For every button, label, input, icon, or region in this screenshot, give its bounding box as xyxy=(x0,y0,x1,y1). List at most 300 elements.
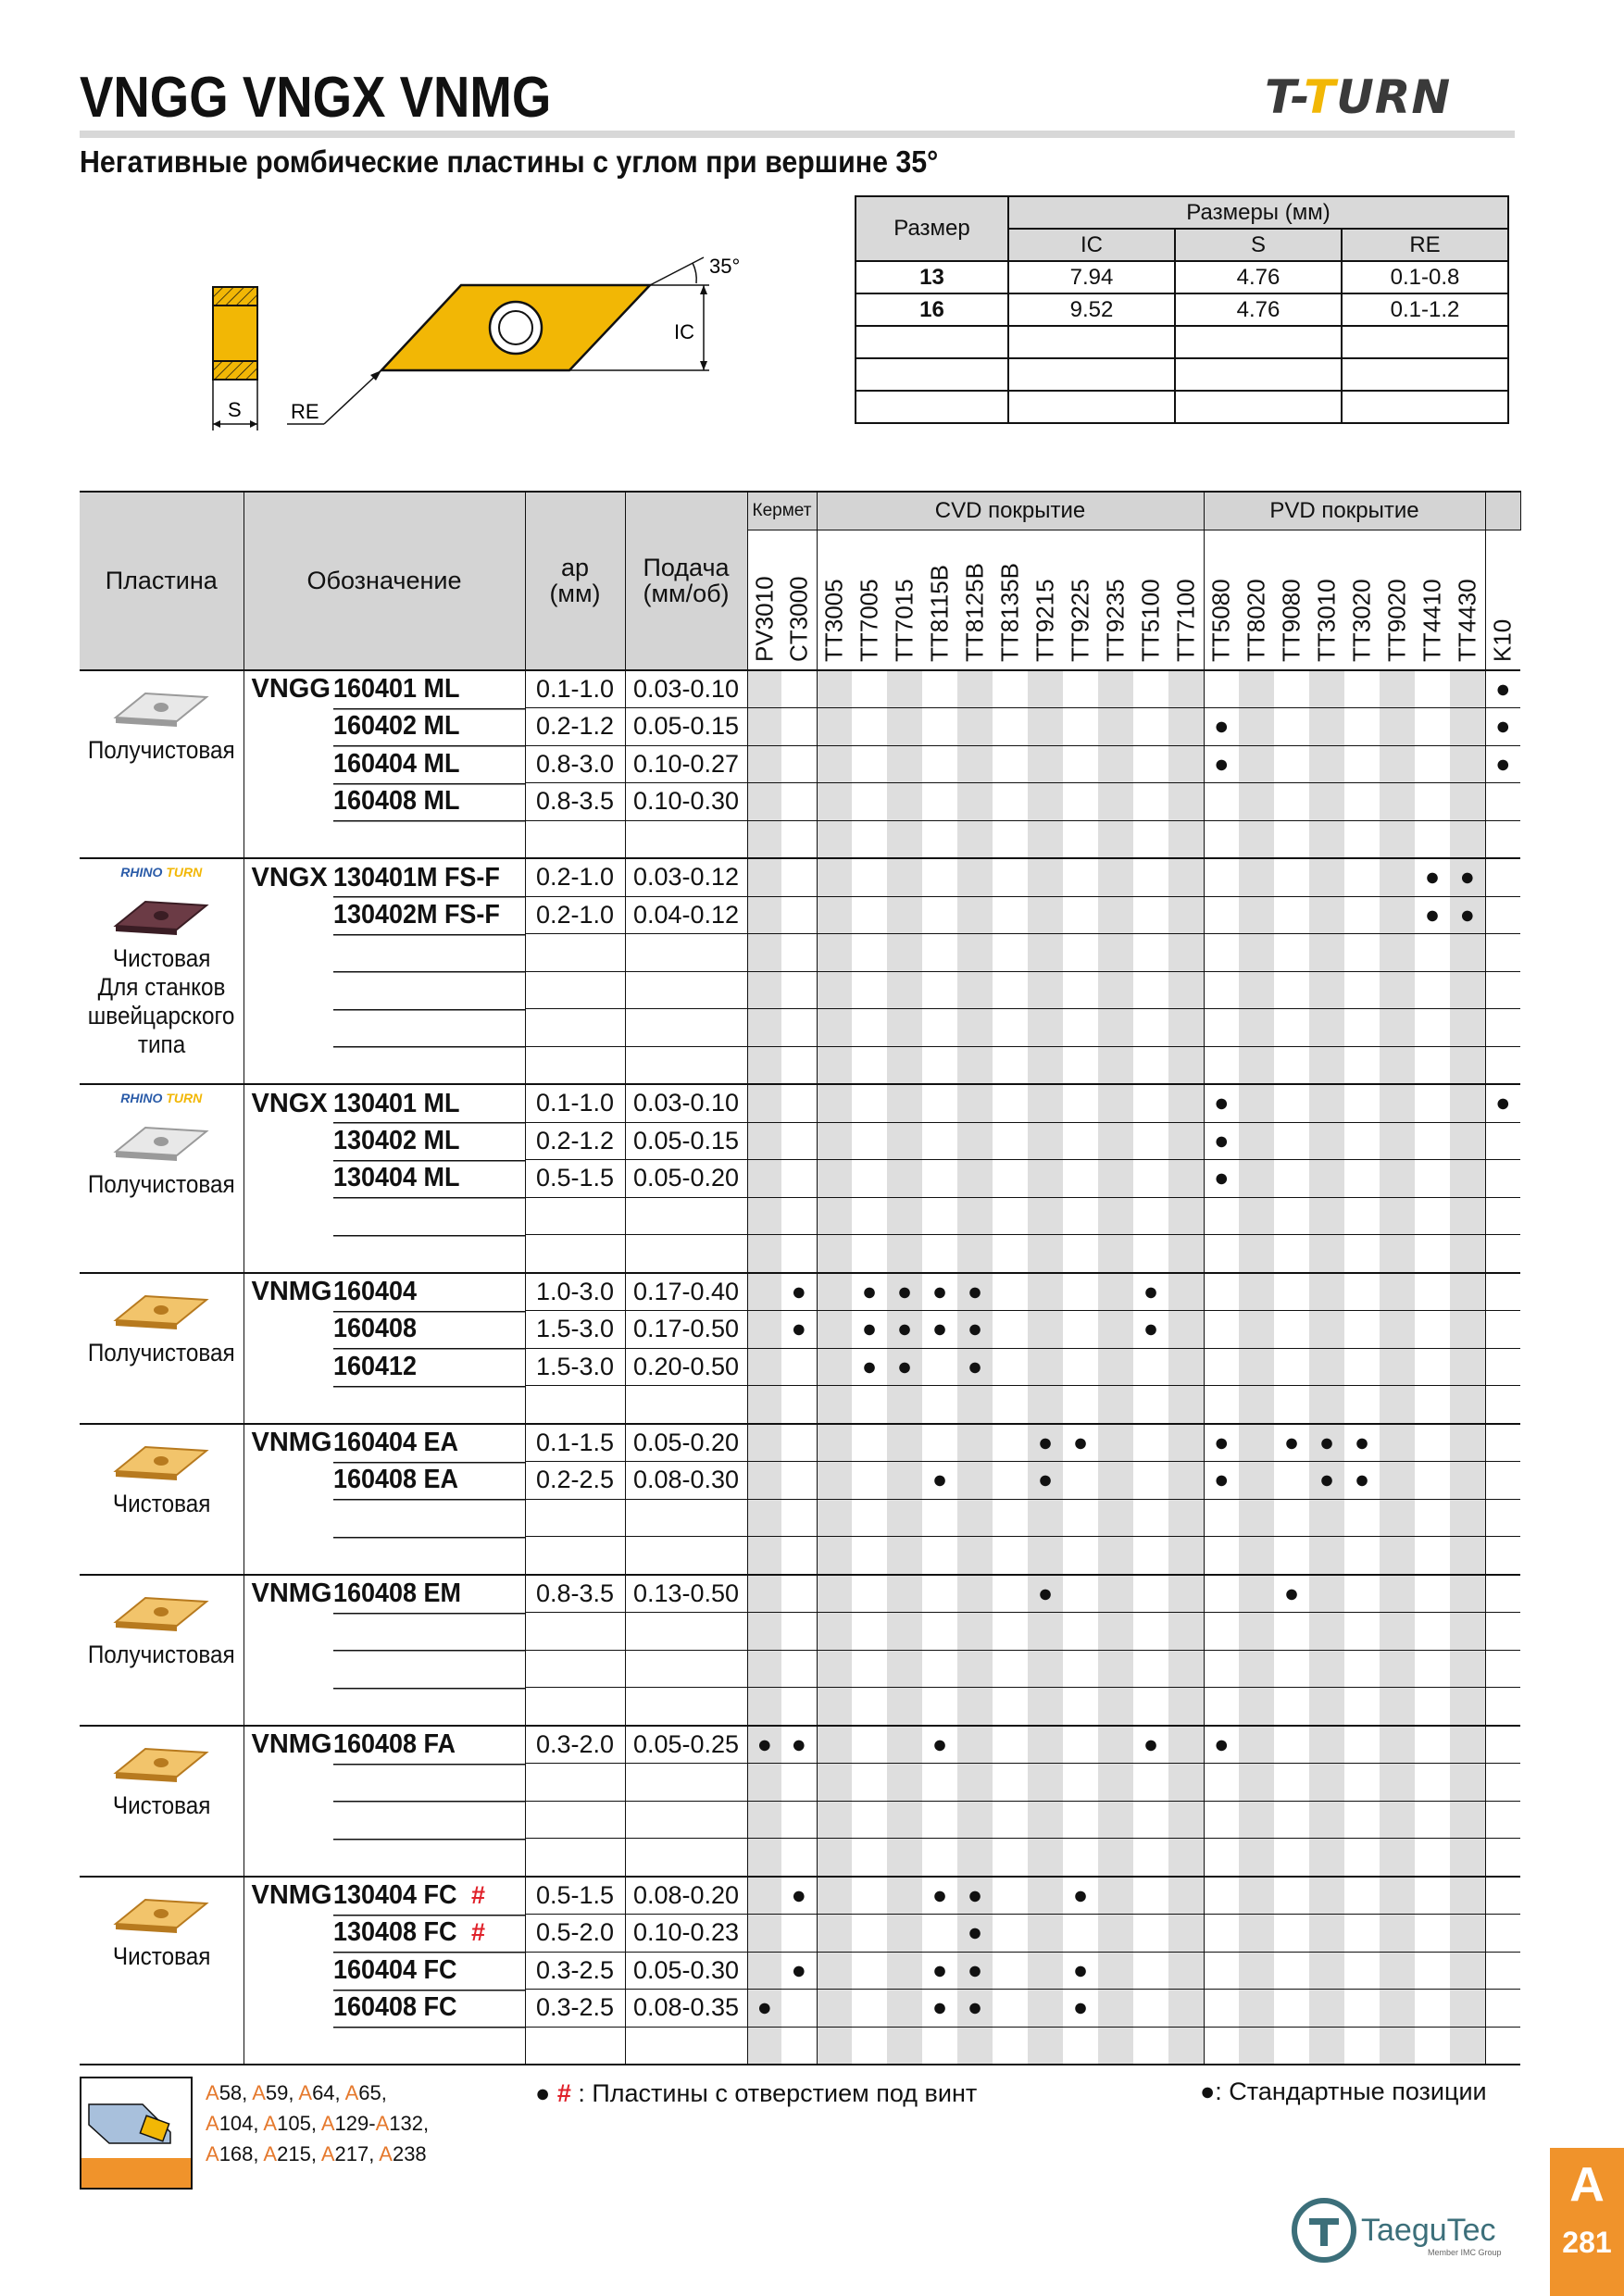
dimension-cell xyxy=(1008,326,1175,358)
reference-prefix[interactable]: A xyxy=(375,2112,390,2135)
grade-cell xyxy=(781,1839,817,1877)
reference-page[interactable]: 64 xyxy=(312,2081,335,2104)
grade-cell xyxy=(1415,1764,1450,1802)
grade-cell xyxy=(1063,1009,1098,1047)
grade-cell xyxy=(852,1650,887,1688)
grade-cell xyxy=(957,1009,993,1047)
grade-cell xyxy=(1415,745,1450,783)
grade-cell xyxy=(1344,783,1380,821)
designation-cell xyxy=(244,820,525,858)
grade-cell xyxy=(1450,1764,1485,1802)
grade-cell xyxy=(993,1764,1028,1802)
grade-cell xyxy=(1098,783,1133,821)
grade-cell xyxy=(1133,2027,1168,2065)
designation-cell xyxy=(244,1990,525,2028)
grade-cell xyxy=(781,858,817,896)
series-label: VNMG xyxy=(251,1428,332,1457)
ap-cell: 0.5-2.0 xyxy=(525,1915,625,1953)
grade-cell xyxy=(1415,1801,1450,1839)
availability-dot: ● xyxy=(1072,1428,1089,1456)
grade-cell xyxy=(1168,1311,1204,1349)
grade-cell xyxy=(747,820,781,858)
grade-cell xyxy=(887,1273,922,1311)
designation-cell xyxy=(244,1877,525,1915)
grade-cell xyxy=(1028,1462,1063,1500)
grade-cell xyxy=(1063,2027,1098,2065)
grade-cell xyxy=(922,2027,957,2065)
grade-cell xyxy=(887,1462,922,1500)
grade-cell xyxy=(1415,1726,1450,1764)
grade-cell xyxy=(1028,1197,1063,1235)
insert-cell xyxy=(80,1273,244,1424)
grade-cell xyxy=(1344,1839,1380,1877)
reference-prefix[interactable]: A xyxy=(320,2142,335,2165)
reference-page[interactable]: 104 xyxy=(219,2112,254,2135)
grade-cell xyxy=(1239,820,1274,858)
grade-header-tt3020 xyxy=(1344,530,1380,670)
grade-cell xyxy=(1274,1311,1309,1349)
ap-cell: 0.2-1.0 xyxy=(525,858,625,896)
grade-cell xyxy=(1063,1726,1098,1764)
grade-cell xyxy=(852,1462,887,1500)
grade-cell xyxy=(1028,1952,1063,1990)
grade-cell xyxy=(1309,670,1344,708)
insert-geometry-diagram xyxy=(185,241,741,444)
reference-page[interactable]: 59 xyxy=(265,2081,289,2104)
reference-prefix[interactable]: A xyxy=(263,2112,278,2135)
insert-cell xyxy=(80,858,244,1084)
designation-cell xyxy=(244,1311,525,1349)
grade-cell xyxy=(1204,745,1239,783)
grade-cell xyxy=(1168,858,1204,896)
grade-cell xyxy=(1309,783,1344,821)
grade-cell xyxy=(1133,783,1168,821)
grade-cell xyxy=(1028,783,1063,821)
dimension-cell xyxy=(1175,391,1342,423)
feed-cell: 0.05-0.25 xyxy=(625,1726,747,1764)
grade-cell xyxy=(817,1386,852,1424)
designation-code: 160408 EM xyxy=(332,1578,461,1608)
designation-cell xyxy=(244,2027,525,2065)
grade-cell xyxy=(852,1160,887,1198)
designation-cell xyxy=(244,1197,525,1235)
grade-cell xyxy=(781,1235,817,1273)
grade-cell xyxy=(1063,1122,1098,1160)
ap-cell xyxy=(525,1537,625,1575)
grade-cell xyxy=(1063,820,1098,858)
grade-cell xyxy=(1485,1499,1520,1537)
grade-cell xyxy=(1344,2027,1380,2065)
designation-cell xyxy=(244,1122,525,1160)
table-row xyxy=(80,971,1520,1009)
standard-items-note: ●: Стандартные позиции xyxy=(1200,2078,1487,2105)
grade-cell xyxy=(781,1197,817,1235)
insert-cell xyxy=(80,1877,244,2065)
dimension-cell xyxy=(1342,358,1508,391)
grade-cell xyxy=(993,934,1028,972)
grade-cell xyxy=(817,1046,852,1084)
grade-cell xyxy=(1415,1046,1450,1084)
grade-label: TT7005 xyxy=(855,578,883,662)
grade-cell xyxy=(1028,1046,1063,1084)
grade-cell xyxy=(747,896,781,934)
grade-cell xyxy=(747,1235,781,1273)
ap-cell: 0.3-2.0 xyxy=(525,1726,625,1764)
grade-cell xyxy=(817,1311,852,1349)
availability-dot: ● xyxy=(1214,1466,1230,1494)
reference-prefix[interactable]: A xyxy=(206,2081,219,2104)
grade-cell xyxy=(1344,1801,1380,1839)
grade-cell xyxy=(1485,1575,1520,1613)
grade-cell xyxy=(887,1613,922,1651)
dimension-cell: 4.76 xyxy=(1175,293,1342,326)
grade-label: PV3010 xyxy=(750,575,779,662)
grade-cell xyxy=(852,820,887,858)
grade-cell xyxy=(1239,1764,1274,1802)
turning-application-icon xyxy=(80,2077,193,2190)
table-row xyxy=(80,1424,1520,1462)
grade-cell xyxy=(817,1197,852,1235)
grade-cell xyxy=(852,1764,887,1802)
grade-cell xyxy=(1204,1424,1239,1462)
grade-cell xyxy=(1063,1650,1098,1688)
grade-label: TT9020 xyxy=(1382,578,1411,662)
grade-cell xyxy=(1098,1235,1133,1273)
grade-cell xyxy=(852,934,887,972)
reference-prefix[interactable]: A xyxy=(320,2112,335,2135)
grade-cell xyxy=(852,1235,887,1273)
reference-prefix[interactable]: A xyxy=(206,2142,219,2165)
availability-dot: ● xyxy=(931,1880,948,1909)
grade-cell xyxy=(1239,1348,1274,1386)
reference-line: A58, A59, A64, A65, xyxy=(206,2081,387,2104)
grade-cell xyxy=(1204,1877,1239,1915)
grade-cell xyxy=(887,1311,922,1349)
grade-header-tt9225 xyxy=(1063,530,1098,670)
grade-cell xyxy=(1485,1197,1520,1235)
grade-cell xyxy=(1133,1877,1168,1915)
grade-cell xyxy=(1239,1877,1274,1915)
grade-cell xyxy=(1204,1084,1239,1122)
grade-cell xyxy=(1133,1197,1168,1235)
series-label: VNGG xyxy=(251,674,331,704)
grade-cell xyxy=(1485,745,1520,783)
grade-cell xyxy=(1168,1197,1204,1235)
grade-cell xyxy=(817,1839,852,1877)
grade-cell xyxy=(1168,1839,1204,1877)
availability-dot: ● xyxy=(1214,1428,1230,1456)
grade-cell xyxy=(1485,1801,1520,1839)
grade-cell xyxy=(1063,1839,1098,1877)
grade-cell xyxy=(747,670,781,708)
grade-cell xyxy=(817,1726,852,1764)
grade-cell xyxy=(922,1613,957,1651)
grade-cell xyxy=(887,1990,922,2028)
grade-cell xyxy=(1133,1575,1168,1613)
grade-cell xyxy=(957,1952,993,1990)
availability-dot: ● xyxy=(861,1352,878,1380)
grade-label: K10 xyxy=(1488,618,1517,662)
designation-cell xyxy=(244,670,525,708)
grade-cell xyxy=(1239,971,1274,1009)
grade-cell xyxy=(852,1273,887,1311)
grade-cell xyxy=(993,1424,1028,1462)
grade-cell xyxy=(781,670,817,708)
grade-cell xyxy=(887,1160,922,1198)
feed-cell: 0.05-0.20 xyxy=(625,1160,747,1198)
grade-cell xyxy=(922,1537,957,1575)
grade-cell xyxy=(1344,708,1380,746)
dimension-cell xyxy=(1342,326,1508,358)
grade-cell xyxy=(1415,1613,1450,1651)
insert-photo-icon xyxy=(110,1589,212,1635)
grade-cell xyxy=(781,1990,817,2028)
grade-cell xyxy=(1239,1386,1274,1424)
grade-cell xyxy=(1168,1499,1204,1537)
reference-prefix[interactable]: A xyxy=(344,2081,359,2104)
grade-cell xyxy=(781,1084,817,1122)
grade-cell xyxy=(957,1650,993,1688)
grade-cell xyxy=(1098,1990,1133,2028)
grade-cell xyxy=(1485,1839,1520,1877)
grade-cell xyxy=(1168,1273,1204,1311)
grade-cell xyxy=(1309,1537,1344,1575)
grade-cell xyxy=(1380,858,1415,896)
grade-cell xyxy=(1239,1122,1274,1160)
grade-label: TT9225 xyxy=(1066,578,1094,662)
designation-cell xyxy=(244,1726,525,1764)
feed-cell: 0.03-0.10 xyxy=(625,670,747,708)
grade-cell xyxy=(817,1915,852,1953)
grade-cell xyxy=(1204,1273,1239,1311)
designation-header-text: Обозначение xyxy=(306,567,462,595)
grade-cell xyxy=(957,670,993,708)
grade-cell xyxy=(1028,1122,1063,1160)
dimension-row xyxy=(856,261,1508,293)
grade-cell xyxy=(781,708,817,746)
grade-cell xyxy=(1380,1424,1415,1462)
grade-cell xyxy=(1485,1650,1520,1688)
dim-col-header: IC xyxy=(1008,229,1175,261)
designation-code: 160412 xyxy=(332,1351,417,1381)
grade-cell xyxy=(1380,1160,1415,1198)
grade-cell xyxy=(957,1537,993,1575)
grade-cell xyxy=(1485,1877,1520,1915)
reference-page[interactable]: 215 xyxy=(277,2142,311,2165)
reference-page[interactable]: 132, xyxy=(389,2112,430,2135)
reference-prefix[interactable]: A xyxy=(206,2112,219,2135)
grade-cell xyxy=(1239,1462,1274,1500)
designation-cell xyxy=(244,1537,525,1575)
grade-cell xyxy=(993,1311,1028,1349)
grade-cell xyxy=(1028,858,1063,896)
grade-cell xyxy=(1028,1348,1063,1386)
grade-cell xyxy=(1204,1462,1239,1500)
grade-cell xyxy=(781,783,817,821)
grade-cell xyxy=(817,1764,852,1802)
availability-dot: ● xyxy=(791,1277,806,1305)
grade-cell xyxy=(1028,745,1063,783)
availability-dot: ● xyxy=(1318,1428,1335,1456)
grade-cell xyxy=(1344,1537,1380,1575)
grade-header-tt8020 xyxy=(1239,530,1274,670)
dimension-row xyxy=(856,391,1508,423)
grade-cell xyxy=(922,1575,957,1613)
ap-cell: 0.1-1.0 xyxy=(525,670,625,708)
insert-photo-icon xyxy=(110,892,212,939)
grade-cell xyxy=(1098,1499,1133,1537)
grade-cell xyxy=(957,1462,993,1500)
grade-cell xyxy=(1239,1990,1274,2028)
grade-cell xyxy=(1344,1235,1380,1273)
grade-header-tt9020 xyxy=(1380,530,1415,670)
feed-cell: 0.10-0.30 xyxy=(625,783,747,821)
grade-cell xyxy=(922,1915,957,1953)
grade-cell xyxy=(922,1726,957,1764)
table-row xyxy=(80,708,1520,746)
operation-label: Для станков xyxy=(97,973,226,1001)
grade-cell xyxy=(817,1424,852,1462)
grade-cell xyxy=(1309,1952,1344,1990)
grade-cell xyxy=(1028,1386,1063,1424)
availability-dot: ● xyxy=(896,1315,913,1343)
grade-cell xyxy=(957,1990,993,2028)
grade-cell xyxy=(1028,1877,1063,1915)
designation-cell xyxy=(244,1915,525,1953)
reference-prefix[interactable]: A xyxy=(298,2081,313,2104)
grade-cell xyxy=(747,1424,781,1462)
table-row xyxy=(80,1688,1520,1726)
ap-cell xyxy=(525,1801,625,1839)
grade-cell xyxy=(1239,1197,1274,1235)
grade-cell xyxy=(1415,1084,1450,1122)
grade-cell xyxy=(852,1537,887,1575)
designation-cell xyxy=(244,1499,525,1537)
ap-cell: 0.5-1.5 xyxy=(525,1160,625,1198)
grade-cell xyxy=(1133,1839,1168,1877)
grade-cell xyxy=(1168,2027,1204,2065)
reference-page[interactable]: 65, xyxy=(358,2081,387,2104)
table-row xyxy=(80,783,1520,821)
ap-cell: 0.8-3.5 xyxy=(525,783,625,821)
rhombus-insert-icon xyxy=(287,257,709,424)
reference-prefix[interactable]: A xyxy=(263,2142,278,2165)
grade-cell xyxy=(1098,1613,1133,1651)
grade-cell xyxy=(1450,1990,1485,2028)
reference-prefix[interactable]: A xyxy=(252,2081,266,2104)
grade-cell xyxy=(1168,1726,1204,1764)
grade-cell xyxy=(993,1499,1028,1537)
grade-cell xyxy=(1133,934,1168,972)
table-row xyxy=(80,1348,1520,1386)
ap-cell xyxy=(525,1197,625,1235)
grade-cell xyxy=(747,1311,781,1349)
grade-header-tt5080 xyxy=(1204,530,1239,670)
grade-cell xyxy=(1415,971,1450,1009)
grade-cell xyxy=(1168,1348,1204,1386)
grade-cell xyxy=(747,783,781,821)
grade-cell xyxy=(1415,1688,1450,1726)
grade-cell xyxy=(1380,1575,1415,1613)
designation-code: 130408 FC xyxy=(332,1917,456,1948)
designation-code: 160408 ML xyxy=(332,786,459,817)
dim-col-header: S xyxy=(1175,229,1342,261)
grade-cell xyxy=(1063,1537,1098,1575)
grade-cell xyxy=(1380,1537,1415,1575)
grade-cell xyxy=(817,1613,852,1651)
grade-header-tt4430 xyxy=(1450,530,1485,670)
reference-page[interactable]: 168 xyxy=(219,2142,254,2165)
grade-cell xyxy=(1344,1046,1380,1084)
grade-cell xyxy=(922,1688,957,1726)
grade-cell xyxy=(922,1386,957,1424)
designation-code: 130404 FC xyxy=(332,1880,456,1910)
grade-cell xyxy=(1098,1009,1133,1047)
reference-page[interactable]: 58 xyxy=(219,2081,243,2104)
reference-page[interactable]: 129- xyxy=(334,2112,376,2135)
grade-cell xyxy=(1028,1990,1063,2028)
grade-cell xyxy=(1309,896,1344,934)
ap-cell xyxy=(525,1046,625,1084)
grade-cell xyxy=(957,2027,993,2065)
availability-dot: ● xyxy=(896,1277,913,1305)
table-row xyxy=(80,1009,1520,1047)
grade-cell xyxy=(1239,1235,1274,1273)
grade-cell xyxy=(1239,1273,1274,1311)
grade-cell xyxy=(747,1877,781,1915)
grade-cell xyxy=(1168,1915,1204,1953)
grade-cell xyxy=(957,820,993,858)
grade-cell xyxy=(887,1801,922,1839)
grade-cell xyxy=(993,1613,1028,1651)
designation-code: 130402M FS-F xyxy=(332,899,500,930)
grade-cell xyxy=(1485,783,1520,821)
grade-cell xyxy=(747,1348,781,1386)
grade-cell xyxy=(1168,971,1204,1009)
grade-cell xyxy=(1098,708,1133,746)
grade-label: TT7015 xyxy=(890,578,918,662)
operation-label: Получистовая xyxy=(87,1338,235,1366)
grade-cell xyxy=(1239,896,1274,934)
grade-cell xyxy=(1098,934,1133,972)
grade-cell xyxy=(1380,1386,1415,1424)
grade-cell xyxy=(817,1009,852,1047)
reference-page[interactable]: 105 xyxy=(277,2112,311,2135)
grade-cell xyxy=(993,1046,1028,1084)
grade-cell xyxy=(1098,1915,1133,1953)
grade-cell xyxy=(1098,1952,1133,1990)
reference-page[interactable]: 217 xyxy=(334,2142,369,2165)
grade-cell xyxy=(1063,745,1098,783)
grade-cell xyxy=(817,1575,852,1613)
grade-cell xyxy=(922,1424,957,1462)
series-label: VNMG xyxy=(251,1578,332,1608)
availability-dot: ● xyxy=(1495,749,1511,778)
table-row xyxy=(80,1084,1520,1122)
grade-label: CT3000 xyxy=(784,576,813,662)
grade-cell xyxy=(1485,1084,1520,1122)
dimension-cell xyxy=(1008,391,1175,423)
grade-cell xyxy=(993,1462,1028,1500)
availability-dot: ● xyxy=(1318,1466,1335,1494)
grade-cell xyxy=(817,708,852,746)
insert-photo-icon xyxy=(110,1438,212,1484)
grade-cell xyxy=(1450,1235,1485,1273)
series-label: VNGX xyxy=(251,1088,328,1118)
grade-cell xyxy=(1450,670,1485,708)
reference-page[interactable]: 238 xyxy=(392,2142,427,2165)
reference-prefix[interactable]: A xyxy=(379,2142,393,2165)
